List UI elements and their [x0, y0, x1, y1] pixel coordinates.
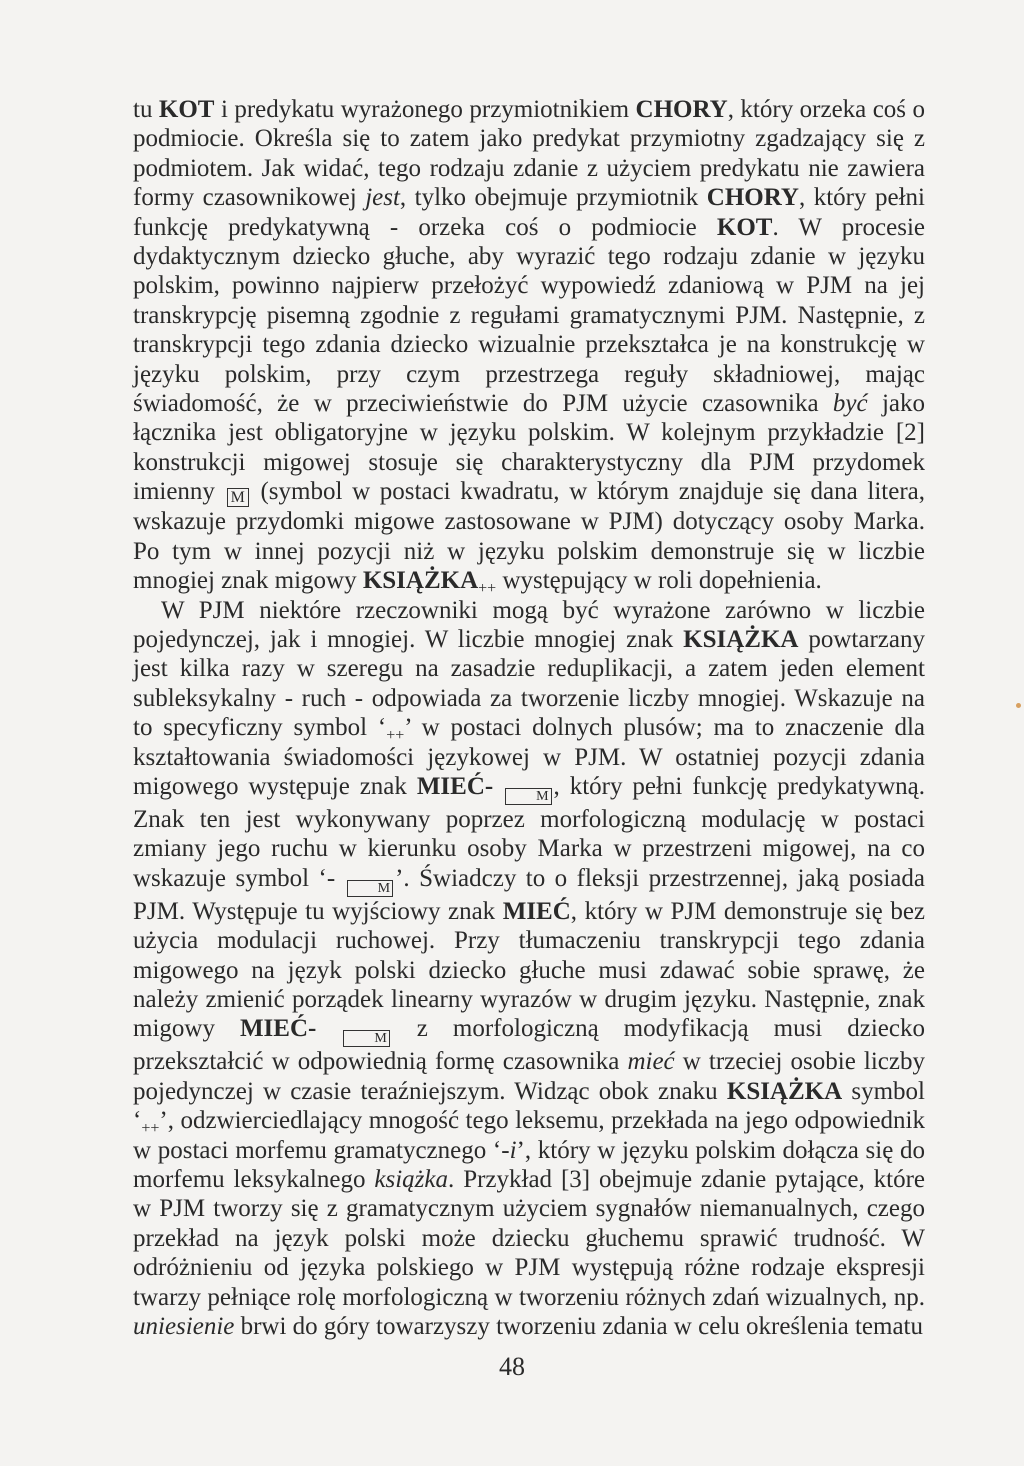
gloss-term: CHORY: [706, 184, 799, 212]
text-run: jako łącznika jest obligatoryjne w języku polskim. W kolejnym przykładzie [2] konstrukcji migowej stosuje się charakterystyczny dla PJM przydomek imienny: [133, 390, 926, 506]
gloss-term: MIEĆ-: [239, 1015, 342, 1043]
page-number: 48: [499, 1352, 525, 1381]
text-run: , który pełni funkcję predykatywną - orzeka coś o podmiocie: [133, 184, 925, 241]
paragraph-2: [133, 596, 925, 1342]
plural-subscript: ++: [478, 580, 497, 598]
plural-subscript: ++: [141, 1120, 160, 1138]
gloss-term: KOT: [716, 213, 773, 241]
text-run: powtarzany jest kilka razy w szeregu na zasadzie reduplikacji, a zatem jeden element subleksykalny - ruch - odpowiada za tworzenie liczby mnogiej. Wskazuje na to specyficzny symbol ‘: [133, 625, 925, 742]
body-text: [133, 95, 925, 1341]
text-run: , który orzeka coś o podmiocie. Określa się to zatem jako predykat przymiotny zgadzający się z podmiotem. Jak widać, tego rodzaju zdanie z użyciem predykatu nie zawiera formy czasownikowej: [133, 96, 925, 212]
text-run: i predykatu wyrażonego przymiotnikiem: [214, 96, 636, 123]
italic-term: uniesienie: [133, 1313, 235, 1341]
text-run: brwi do góry towarzyszy tworzeniu zdania w celu określenia tematu: [234, 1313, 924, 1341]
gloss-term: CHORY: [635, 96, 728, 123]
text-run: symbol ‘: [133, 1077, 925, 1135]
plural-subscript: ++: [386, 727, 405, 745]
margin-mark: [1016, 703, 1021, 708]
text-run: występujący w roli dopełnienia.: [496, 567, 822, 595]
text-run: , który pełni funkcję predykatywną. Znak ten jest wykonywany poprzez morfologiczną modulację w postaci zmiany jego ruchu w kierunku osoby Marka w przestrzeni migowej, na co wskazuje symbol ‘-: [133, 772, 925, 892]
name-sign-box: M: [505, 788, 551, 805]
text-run: ’ w postaci dolnych plusów; ma to znaczenie dla kształtowania świadomości językowej w PJM. W ostatniej pozycji zdania migowego występuje znak: [133, 714, 925, 800]
text-run: ’, odzwierciedlający mnogość tego leksemu, przekłada na jego odpowiednik w postaci morfemu gramatycznego ‘: [133, 1107, 925, 1164]
text-run: ’, który w języku polskim dołącza się do morfemu leksykalnego: [133, 1136, 925, 1193]
italic-term: jest: [365, 184, 400, 212]
text-run: . W procesie dydaktycznym dziecko głuche, aby wyrazić tego rodzaju zdanie w języku polskim, powinno najpierw przełożyć wypowiedź zdaniową w PJM na jej transkrypcję pisemną zgodnie z regułami gramatycznymi PJM. Następnie, z transkrypcji tego zdania dziecko wizualnie przekształca je na konstrukcję w języku polskim, przy czym przestrzega reguły składniowej, mając świadomość, że w przeciwieństwie do PJM użycie czasownika: [133, 213, 926, 418]
name-sign-box: M: [347, 880, 393, 897]
text-run: z morfologiczną modyfikacją musi dziecko przekształcić w odpowiednią formę czasownika: [133, 1015, 925, 1076]
name-sign-box: M: [343, 1030, 389, 1047]
gloss-term: KSIĄŻKA: [362, 567, 479, 595]
text-run: . Przykład [3] obejmuje zdanie pytające, które w PJM tworzy się z gramatycznym użyciem sygnałów niemanualnych, czego przekład na język polski może dziecku głuchemu sprawić trudność. W odróżnieniu od języka polskiego w PJM występują różne rodzaje ekspresji twarzy pełniące rolę morfologiczną w tworzeniu różnych zdań wizualnych, np.: [133, 1166, 925, 1311]
text-run: (symbol w postaci kwadratu, w którym znajduje się dana litera, wskazuje przydomki migowe zastosowane w PJM) dotyczący osoby Marka. Po tym w innej pozycji niż w języku polskim demonstruje się w liczbie mnogiej znak migowy: [133, 478, 925, 595]
text-run: ’. Świadczy to o fleksji przestrzennej, jaką posiada PJM. Występuje tu wyjściowy znak: [133, 864, 925, 925]
paragraph-1: [133, 95, 925, 596]
text-run: , który w PJM demonstruje się bez użycia modulacji ruchowej. Przy tłumaczeniu transkrypcji tego zdania migowego na język polski dziecko głuche musi zdawać sobie sprawę, że należy zmienić porządek linearny wyrazów w drugim języku. Następnie, znak migowy: [133, 897, 926, 1043]
text-run: tu: [133, 96, 159, 123]
gloss-term: KOT: [158, 96, 215, 123]
italic-term: mieć: [627, 1048, 675, 1076]
gloss-term: KSIĄŻKA: [683, 625, 799, 653]
gloss-term: KSIĄŻKA: [726, 1077, 843, 1105]
text-run: w trzeciej osobie liczby pojedynczej w czasie teraźniejszym. Widząc obok znaku: [133, 1048, 925, 1105]
name-sign-box: M: [227, 488, 249, 507]
gloss-term: MIEĆ: [502, 897, 571, 925]
italic-term: książka: [374, 1166, 449, 1193]
gloss-term: MIEĆ-: [416, 772, 504, 800]
text-run: W PJM niektóre rzeczowniki mogą być wyrażone zarówno w liczbie pojedynczej, jak i mnogiej. W liczbie mnogiej znak: [133, 596, 925, 653]
italic-term: -i: [501, 1136, 517, 1164]
text-run: , tylko obejmuje przymiotnik: [399, 184, 707, 212]
italic-term: być: [832, 390, 868, 418]
